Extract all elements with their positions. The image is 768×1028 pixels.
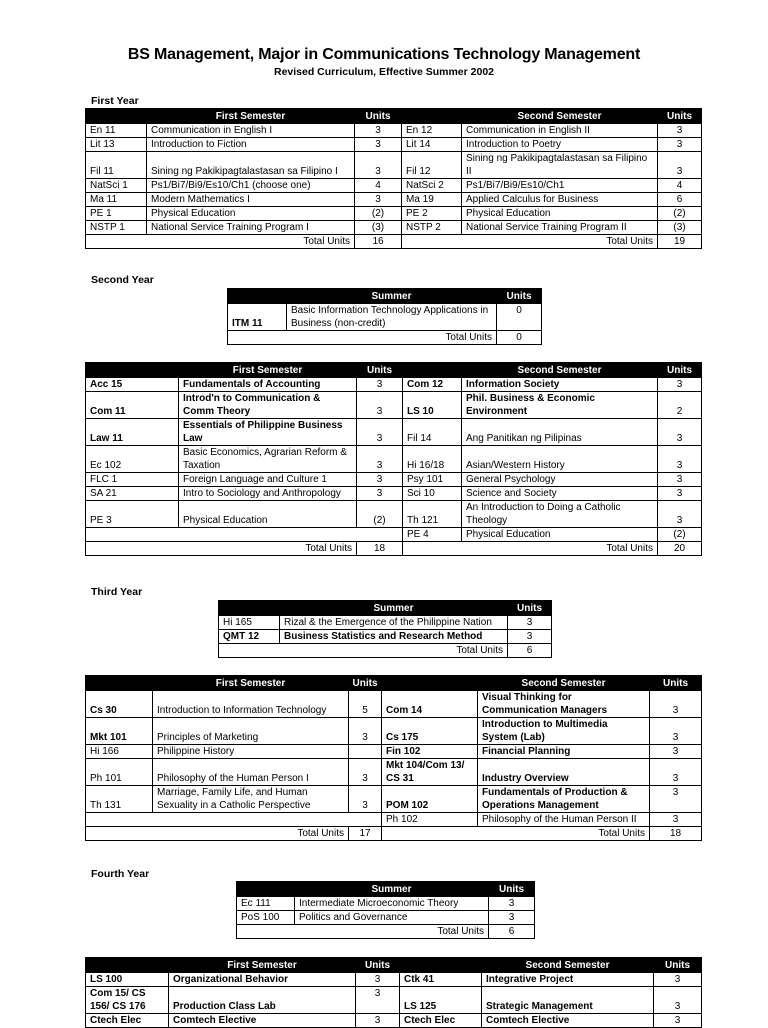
units-header: Units	[489, 882, 535, 897]
course-title: Comtech Elective	[482, 1014, 654, 1028]
table-header-row	[86, 676, 702, 691]
table-row	[219, 630, 552, 644]
course-code: Ph 102	[382, 813, 478, 827]
course-title: Physical Education	[462, 528, 658, 542]
total-units-label: Total Units	[86, 827, 349, 841]
total-units-label: Total Units	[86, 235, 355, 249]
total-units-label: Total Units	[219, 644, 508, 658]
course-units: 0	[497, 304, 542, 331]
course-units	[349, 745, 382, 759]
course-title: Financial Planning	[478, 745, 650, 759]
course-units: 3	[355, 124, 402, 138]
course-code: Ma 19	[402, 193, 462, 207]
course-units: (2)	[658, 207, 702, 221]
course-code: Ctech Elec	[400, 1014, 482, 1028]
table-row	[86, 138, 702, 152]
course-title: Information Society	[462, 378, 658, 392]
units-header: Units	[355, 109, 402, 124]
course-units: (3)	[355, 221, 402, 235]
third-year-heading: Third Year	[91, 586, 143, 598]
first-year-heading: First Year	[91, 95, 139, 107]
total-units-value: 20	[658, 542, 702, 556]
course-code: NSTP 1	[86, 221, 147, 235]
course-title: Intermediate Microeconomic Theory	[295, 897, 489, 911]
course-title: Physical Education	[147, 207, 355, 221]
course-title: Integrative Project	[482, 973, 654, 987]
course-units: 3	[658, 378, 702, 392]
table-row	[86, 446, 702, 473]
table-row	[86, 152, 702, 179]
course-title: Introduction to Fiction	[147, 138, 355, 152]
course-code: Hi 16/18	[403, 446, 462, 473]
course-code: NSTP 2	[402, 221, 462, 235]
course-units: 3	[658, 124, 702, 138]
table-row	[86, 378, 702, 392]
total-row	[219, 644, 552, 658]
course-title: Philosophy of the Human Person I	[153, 759, 349, 786]
table-row	[86, 124, 702, 138]
fourth-year-table	[85, 957, 702, 1028]
course-units: 6	[658, 193, 702, 207]
table-row	[228, 304, 542, 331]
course-title: Production Class Lab	[169, 987, 356, 1014]
course-code: Cs 175	[382, 718, 478, 745]
course-title: Ps1/Bi7/Bi9/Es10/Ch1	[462, 179, 658, 193]
course-title: Visual Thinking for Communication Managers	[478, 691, 650, 718]
course-units: 3	[357, 487, 403, 501]
course-units: 3	[658, 501, 702, 528]
course-code: ITM 11	[228, 304, 287, 331]
course-code: Com 15/ CS 156/ CS 176	[86, 987, 169, 1014]
second-year-heading: Second Year	[91, 274, 154, 286]
course-units: 3	[355, 193, 402, 207]
course-units: 3	[654, 987, 702, 1014]
course-code: Fil 14	[403, 419, 462, 446]
course-units: 5	[349, 691, 382, 718]
course-title: Physical Education	[179, 501, 357, 528]
course-units: 3	[654, 973, 702, 987]
course-units: 4	[355, 179, 402, 193]
table-header-row	[86, 363, 702, 378]
second-year-table	[85, 362, 702, 556]
table-row	[86, 221, 702, 235]
course-units: (2)	[658, 528, 702, 542]
course-code: LS 10	[403, 392, 462, 419]
table-row	[86, 419, 702, 446]
course-title: Foreign Language and Culture 1	[179, 473, 357, 487]
course-title: Rizal & the Emergence of the Philippine Nation	[280, 616, 508, 630]
course-code: NatSci 2	[402, 179, 462, 193]
course-title: Essentials of Philippine Business Law	[179, 419, 357, 446]
course-title: National Service Training Program I	[147, 221, 355, 235]
course-title: Comtech Elective	[169, 1014, 356, 1028]
first-semester-header: First Semester	[169, 958, 356, 973]
course-units: 3	[357, 473, 403, 487]
course-code: Th 121	[403, 501, 462, 528]
course-code: FLC 1	[86, 473, 179, 487]
course-title: National Service Training Program II	[462, 221, 658, 235]
total-units-label: Total Units	[86, 542, 357, 556]
units-header: Units	[650, 676, 702, 691]
table-row	[86, 786, 702, 813]
course-units: 3	[650, 691, 702, 718]
course-title: Organizational Behavior	[169, 973, 356, 987]
units-header: Units	[357, 363, 403, 378]
first-semester-header: First Semester	[153, 676, 349, 691]
course-code: Com 12	[403, 378, 462, 392]
course-title: Sining ng Pakikipagtalastasan sa Filipino I	[147, 152, 355, 179]
third-year-table	[85, 675, 702, 841]
course-title: Philippine History	[153, 745, 349, 759]
table-header-row	[86, 109, 702, 124]
total-units-label: Total Units	[382, 827, 650, 841]
course-code: Com 14	[382, 691, 478, 718]
units-header: Units	[654, 958, 702, 973]
course-title: General Psychology	[462, 473, 658, 487]
course-title: Politics and Governance	[295, 911, 489, 925]
course-code: Ec 111	[237, 897, 295, 911]
total-units-value: 6	[489, 925, 535, 939]
course-title: Introduction to Information Technology	[153, 691, 349, 718]
course-code: Acc 15	[86, 378, 179, 392]
fourth-year-summer-table	[236, 881, 535, 939]
course-code: LS 125	[400, 987, 482, 1014]
course-code: POM 102	[382, 786, 478, 813]
course-units: 3	[349, 759, 382, 786]
table-row	[86, 487, 702, 501]
course-units: 3	[508, 630, 552, 644]
course-title: An Introduction to Doing a Catholic Theology	[462, 501, 658, 528]
course-code: Lit 14	[402, 138, 462, 152]
total-units-value: 16	[355, 235, 402, 249]
course-title: Ps1/Bi7/Bi9/Es10/Ch1 (choose one)	[147, 179, 355, 193]
units-header: Units	[658, 363, 702, 378]
table-row	[86, 501, 702, 528]
total-units-value: 18	[650, 827, 702, 841]
summer-header: Summer	[295, 882, 489, 897]
total-units-label: Total Units	[402, 235, 658, 249]
course-code: NatSci 1	[86, 179, 147, 193]
course-code: Ma 11	[86, 193, 147, 207]
table-row	[86, 193, 702, 207]
second-semester-header: Second Semester	[482, 958, 654, 973]
course-title: Communication in English I	[147, 124, 355, 138]
course-units: 3	[658, 152, 702, 179]
units-header: Units	[356, 958, 400, 973]
second-semester-header: Second Semester	[462, 109, 658, 124]
course-code: Hi 166	[86, 745, 153, 759]
table-row	[86, 759, 702, 786]
course-units: 3	[650, 786, 702, 813]
course-units: 3	[650, 745, 702, 759]
units-header: Units	[658, 109, 702, 124]
course-units: 2	[658, 392, 702, 419]
total-units-value: 17	[349, 827, 382, 841]
course-code: Law 11	[86, 419, 179, 446]
course-title: Communication in English II	[462, 124, 658, 138]
course-units: (2)	[355, 207, 402, 221]
table-row	[86, 813, 702, 827]
course-title: Ang Panitikan ng Pilipinas	[462, 419, 658, 446]
table-header-row	[86, 958, 702, 973]
fourth-year-heading: Fourth Year	[91, 868, 150, 880]
total-row	[86, 827, 702, 841]
course-title: Physical Education	[462, 207, 658, 221]
course-units: 3	[650, 759, 702, 786]
first-year-table	[85, 108, 702, 249]
course-units: 3	[349, 786, 382, 813]
course-units: 3	[357, 392, 403, 419]
course-units: 3	[357, 378, 403, 392]
total-units-value: 18	[357, 542, 403, 556]
course-title: Philosophy of the Human Person II	[478, 813, 650, 827]
course-code: Ctk 41	[400, 973, 482, 987]
total-units-label: Total Units	[403, 542, 658, 556]
course-units: 3	[355, 152, 402, 179]
total-units-label: Total Units	[228, 331, 497, 345]
course-units: 3	[650, 813, 702, 827]
course-code: Com 11	[86, 392, 179, 419]
first-semester-header: First Semester	[179, 363, 357, 378]
course-code: PE 3	[86, 501, 179, 528]
course-code: En 12	[402, 124, 462, 138]
course-code: Fil 12	[402, 152, 462, 179]
course-units: 4	[658, 179, 702, 193]
course-units: 3	[508, 616, 552, 630]
course-units: (2)	[357, 501, 403, 528]
course-title: Introduction to Multimedia System (Lab)	[478, 718, 650, 745]
table-row	[86, 745, 702, 759]
course-units: 3	[349, 718, 382, 745]
third-year-summer-table	[218, 600, 552, 658]
table-header-row	[237, 882, 535, 897]
units-header: Units	[349, 676, 382, 691]
course-title: Marriage, Family Life, and Human Sexuality in a Catholic Perspective	[153, 786, 349, 813]
course-units: 3	[356, 987, 400, 1014]
course-code: PE 2	[402, 207, 462, 221]
table-row	[237, 911, 535, 925]
course-code: Th 131	[86, 786, 153, 813]
course-code: En 11	[86, 124, 147, 138]
course-title: Fundamentals of Production & Operations Management	[478, 786, 650, 813]
total-row	[86, 542, 702, 556]
second-year-summer-table	[227, 288, 542, 345]
course-code: Sci 10	[403, 487, 462, 501]
table-row	[219, 616, 552, 630]
course-code: Hi 165	[219, 616, 280, 630]
course-code: PoS 100	[237, 911, 295, 925]
course-code: Ctech Elec	[86, 1014, 169, 1028]
course-units: 3	[355, 138, 402, 152]
table-row	[86, 392, 702, 419]
course-title: Phil. Business & Economic Environment	[462, 392, 658, 419]
course-title: Strategic Management	[482, 987, 654, 1014]
course-title: Fundamentals of Accounting	[179, 378, 357, 392]
course-code: Cs 30	[86, 691, 153, 718]
second-semester-header: Second Semester	[478, 676, 650, 691]
document-subtitle: Revised Curriculum, Effective Summer 2002	[273, 66, 494, 78]
course-title: Asian/Western History	[462, 446, 658, 473]
course-units: 3	[658, 446, 702, 473]
course-units: 3	[356, 973, 400, 987]
table-row	[86, 987, 702, 1014]
course-units: 3	[357, 446, 403, 473]
table-row	[86, 528, 702, 542]
total-row	[237, 925, 535, 939]
course-title: Business Statistics and Research Method	[280, 630, 508, 644]
course-code: SA 21	[86, 487, 179, 501]
course-title: Modern Mathematics I	[147, 193, 355, 207]
course-units: 3	[489, 911, 535, 925]
course-title: Introd'n to Communication & Comm Theory	[179, 392, 357, 419]
course-title: Intro to Sociology and Anthropology	[179, 487, 357, 501]
course-code: Mkt 104/Com 13/ CS 31	[382, 759, 478, 786]
course-units: 3	[654, 1014, 702, 1028]
summer-header: Summer	[287, 289, 497, 304]
total-row	[86, 235, 702, 249]
table-row	[86, 207, 702, 221]
course-units: 3	[658, 487, 702, 501]
course-code: QMT 12	[219, 630, 280, 644]
table-row	[86, 973, 702, 987]
total-units-value: 19	[658, 235, 702, 249]
course-title: Introduction to Poetry	[462, 138, 658, 152]
course-code: Fin 102	[382, 745, 478, 759]
course-code: Lit 13	[86, 138, 147, 152]
total-row	[228, 331, 542, 345]
table-header-row	[219, 601, 552, 616]
document-title: BS Management, Major in Communications Technology Management	[127, 46, 641, 63]
course-title: Science and Society	[462, 487, 658, 501]
table-row	[86, 718, 702, 745]
course-units: 3	[357, 419, 403, 446]
table-header-row	[228, 289, 542, 304]
course-code: LS 100	[86, 973, 169, 987]
units-header: Units	[497, 289, 542, 304]
course-units: 3	[658, 473, 702, 487]
course-units: 3	[658, 138, 702, 152]
course-title: Industry Overview	[478, 759, 650, 786]
course-title: Basic Economics, Agrarian Reform & Taxation	[179, 446, 357, 473]
course-title: Basic Information Technology Applications in Business (non-credit)	[287, 304, 497, 331]
course-code: PE 1	[86, 207, 147, 221]
course-code: Mkt 101	[86, 718, 153, 745]
course-units: 3	[658, 419, 702, 446]
course-code: Ec 102	[86, 446, 179, 473]
course-units: 3	[650, 718, 702, 745]
course-title: Applied Calculus for Business	[462, 193, 658, 207]
units-header: Units	[508, 601, 552, 616]
table-row	[237, 897, 535, 911]
course-code: PE 4	[403, 528, 462, 542]
table-row	[86, 1014, 702, 1028]
total-units-value: 6	[508, 644, 552, 658]
table-row	[86, 473, 702, 487]
table-row	[86, 179, 702, 193]
total-units-value: 0	[497, 331, 542, 345]
course-code: Fil 11	[86, 152, 147, 179]
first-semester-header: First Semester	[147, 109, 355, 124]
course-units: (3)	[658, 221, 702, 235]
second-semester-header: Second Semester	[462, 363, 658, 378]
course-units: 3	[489, 897, 535, 911]
course-code: Psy 101	[403, 473, 462, 487]
course-title: Sining ng Pakikipagtalastasan sa Filipino II	[462, 152, 658, 179]
course-units: 3	[356, 1014, 400, 1028]
course-title: Principles of Marketing	[153, 718, 349, 745]
total-units-label: Total Units	[237, 925, 489, 939]
course-code: Ph 101	[86, 759, 153, 786]
summer-header: Summer	[280, 601, 508, 616]
table-row	[86, 691, 702, 718]
